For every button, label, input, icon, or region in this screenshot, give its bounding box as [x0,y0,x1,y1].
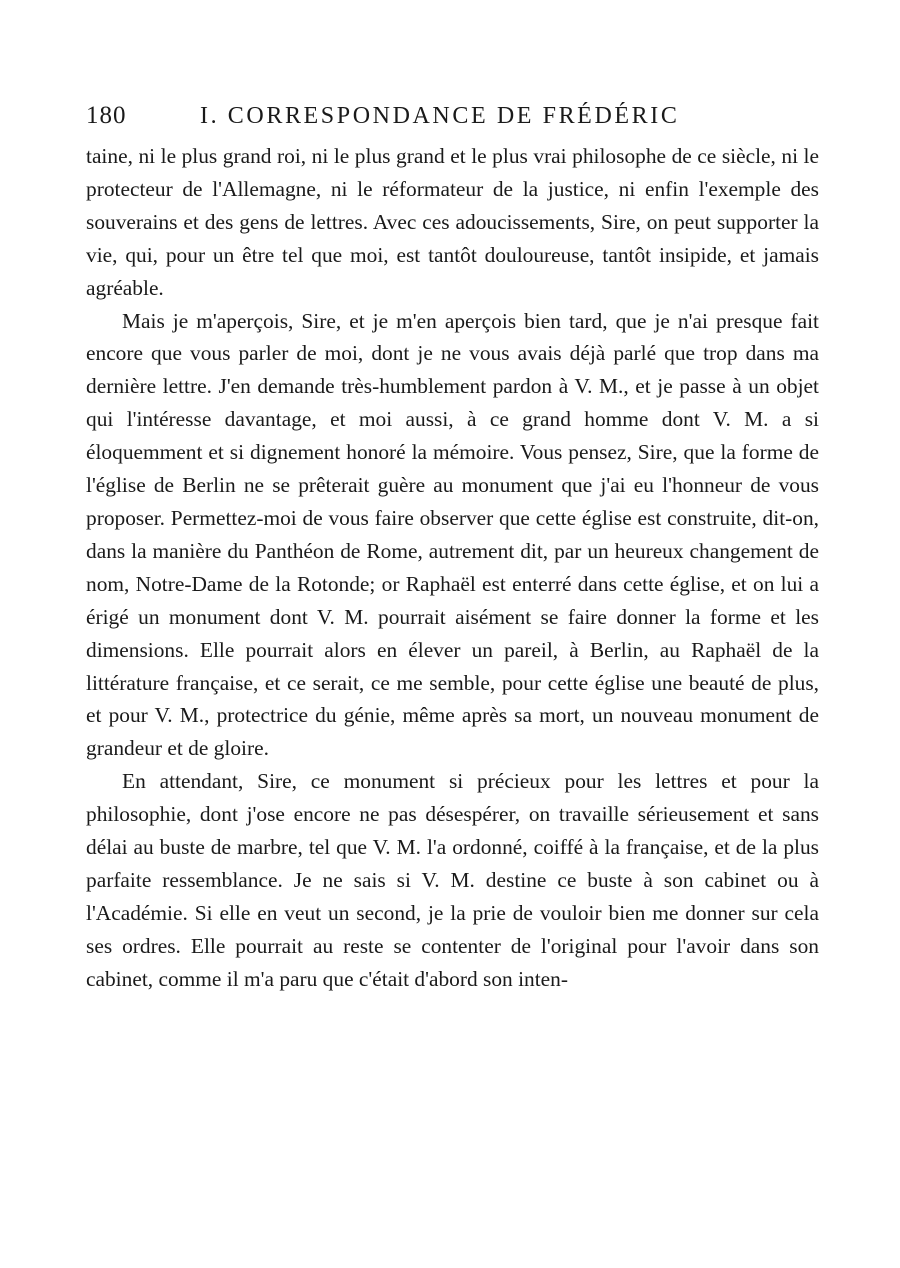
running-head [86,92,819,140]
paragraph-raphael-monument: Mais je m'aperçois, Sire, et je m'en aperçois bien tard, que je n'ai presque fait encore que vous parler de moi, dont je ne vous avais déjà parlé que trop dans ma dernière lettre. J'en demande très-humblement pardon à V. M., et je passe à un objet qui l'intéresse davantage, et moi aussi, à ce grand homme dont V. M. a si éloquemment et si dignement honoré la mémoire. Vous pensez, Sire, que la forme de l'église de Berlin ne se prêterait guère au monument que j'ai eu l'honneur de vous proposer. Permettez-moi de vous faire observer que cette église est construite, dit-on, dans la manière du Panthéon de Rome, autrement dit, par un heureux changement de nom, Notre-Dame de la Rotonde; or Raphaël est enterré dans cette église, et on lui a érigé un monument dont V. M. pourrait aisément se faire donner la forme et les dimensions. Elle pourrait alors en élever un pareil, à Berlin, au Raphaël de la littérature française, et ce serait, ce me semble, pour cette église une beauté de plus, et pour V. M., protectrice du génie, même après sa mort, un nouveau monument de grandeur et de gloire. [86,308,819,761]
paragraph-marble-bust: En attendant, Sire, ce monument si précieux pour les lettres et pour la philosophie, dont j'ose encore ne pas désespérer, on travaille sérieusement et sans délai au buste de marbre, tel que V. M. l'a ordonné, coiffé à la française, et de la plus parfaite ressemblance. Je ne sais si V. M. destine ce buste à son cabinet ou à l'Académie. Si elle en veut un second, je la prie de vouloir bien me donner sur cela ses ordres. Elle pourrait au reste se contenter de l'original pour l'avoir dans son cabinet, comme il m'a paru que c'était d'abord son inten- [86,769,819,991]
book-page [86,92,819,996]
page-number: 180 [86,102,127,129]
body-text [86,140,819,996]
running-title: I. CORRESPONDANCE DE FRÉDÉRIC [200,103,680,129]
paragraph-continuation: taine, ni le plus grand roi, ni le plus grand et le plus vrai philosophe de ce siècle, ni le protecteur de l'Allemagne, ni le réformateur de la justice, ni enfin l'exemple des souverains et des gens de lettres. Avec ces adoucissements, Sire, on peut supporter la vie, qui, pour un être tel que moi, est tantôt douloureuse, tantôt insipide, et jamais agréable. [86,144,819,300]
